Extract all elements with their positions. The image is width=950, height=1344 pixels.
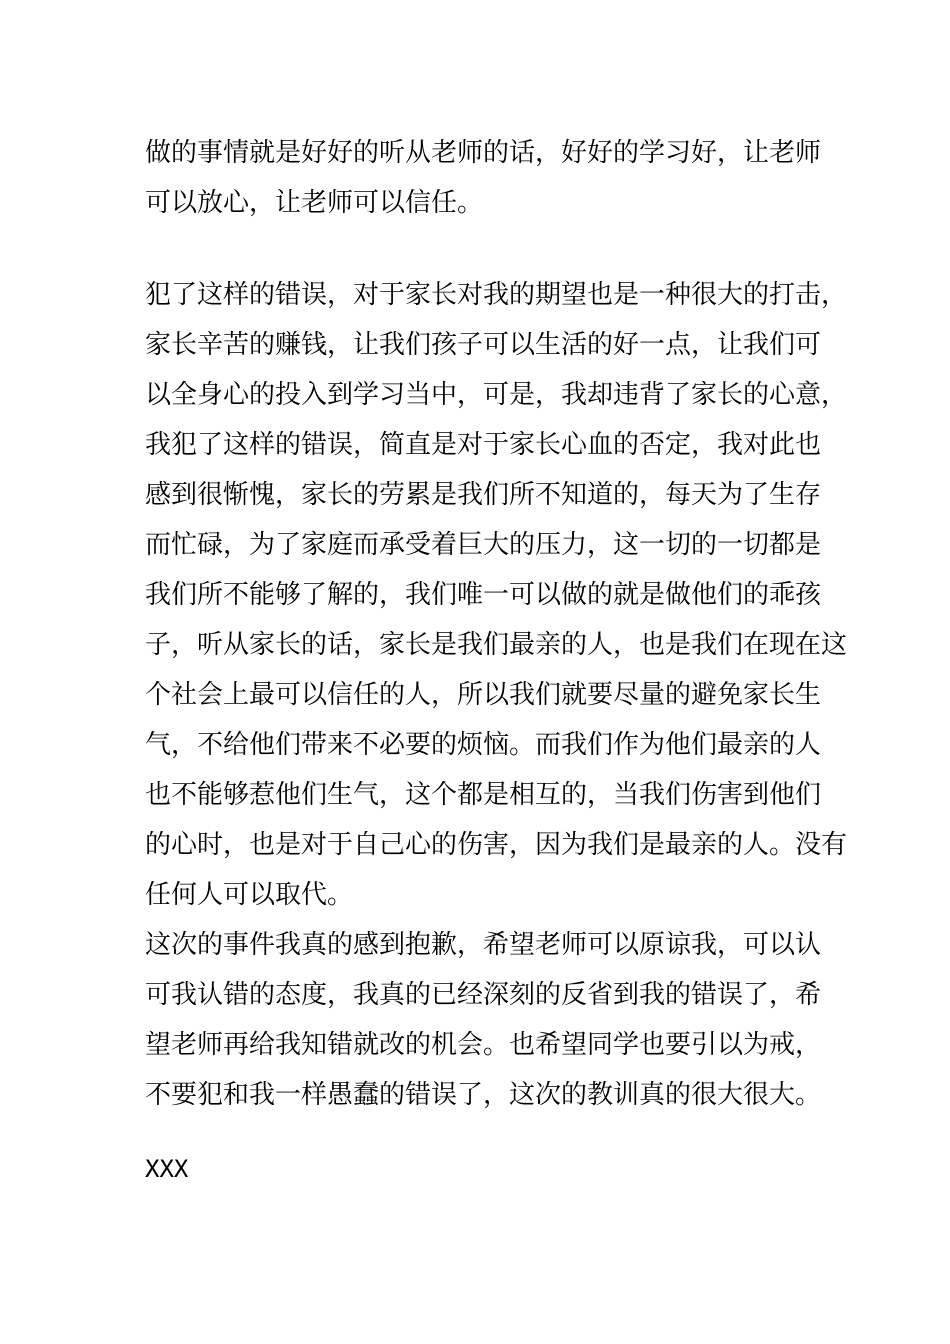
text-line: 做的事情就是好好的听从老师的话，好好的学习好，让老师	[145, 138, 822, 168]
text-line: 可以放心，让老师可以信任。	[145, 188, 484, 218]
text-line: 我们所不能够了解的，我们唯一可以做的就是做他们的乖孩	[145, 580, 822, 610]
text-line: 而忙碌，为了家庭而承受着巨大的压力，这一切的一切都是	[145, 530, 822, 560]
text-line: 任何人可以取代。	[145, 880, 354, 910]
text-line: 可我认错的态度，我真的已经深刻的反省到我的错误了，希	[145, 980, 822, 1010]
text-line: 气，不给他们带来不必要的烦恼。而我们作为他们最亲的人	[145, 730, 822, 760]
paragraph-2	[145, 270, 847, 920]
text-line: 也不能够惹他们生气，这个都是相互的，当我们伤害到他们	[145, 780, 822, 810]
text-line: 不要犯和我一样愚蠢的错误了，这次的教训真的很大很大。	[145, 1080, 822, 1110]
signature: XXX	[145, 1155, 189, 1183]
text-line: 以全身心的投入到学习当中，可是，我却违背了家长的心意，	[145, 380, 848, 410]
text-line: 子，听从家长的话，家长是我们最亲的人，也是我们在现在这	[145, 630, 848, 660]
paragraph-3	[145, 920, 821, 1120]
text-line: 这次的事件我真的感到抱歉，希望老师可以原谅我，可以认	[145, 930, 822, 960]
text-line: 望老师再给我知错就改的机会。也希望同学也要引以为戒，	[145, 1030, 822, 1060]
text-line: 我犯了这样的错误，简直是对于家长心血的否定，我对此也	[145, 430, 822, 460]
text-line: 的心时，也是对于自己心的伤害，因为我们是最亲的人。没有	[145, 830, 848, 860]
text-line: 家长辛苦的赚钱，让我们孩子可以生活的好一点，让我们可	[145, 330, 822, 360]
text-line: 感到很惭愧，家长的劳累是我们所不知道的，每天为了生存	[145, 480, 822, 510]
paragraph-1	[145, 128, 821, 228]
text-line: 犯了这样的错误，对于家长对我的期望也是一种很大的打击，	[145, 280, 848, 310]
text-line: 个社会上最可以信任的人，所以我们就要尽量的避免家长生	[145, 680, 822, 710]
